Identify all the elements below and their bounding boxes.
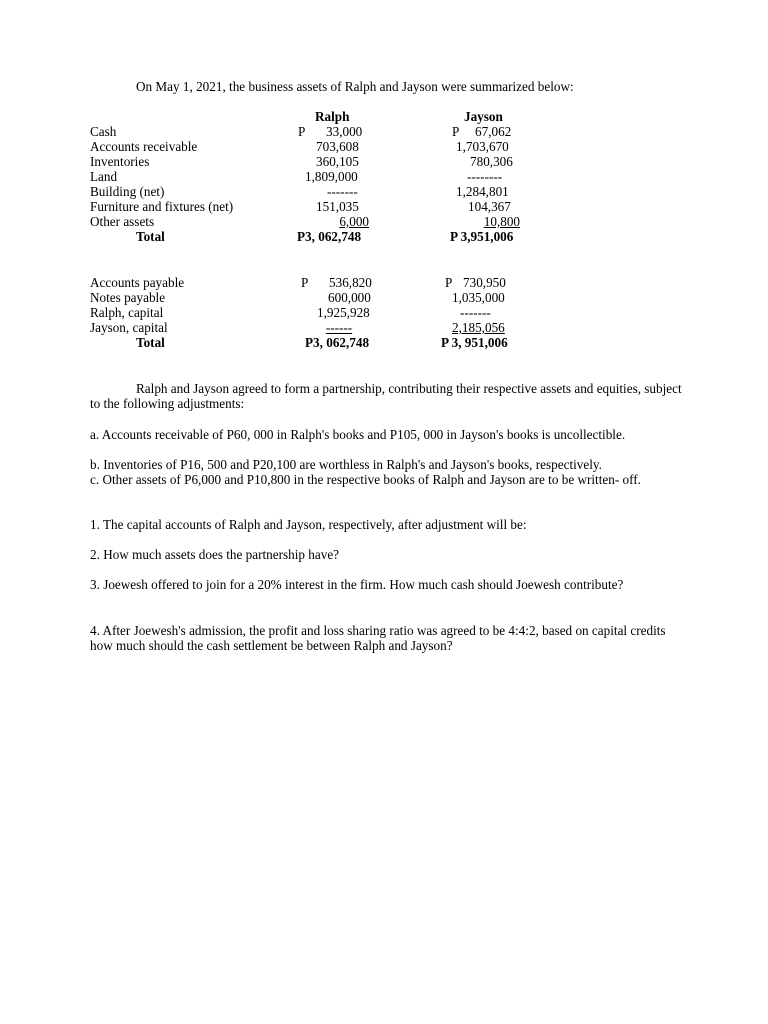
total-label: Total [136,335,165,350]
liability-value-jayson: 1,035,000 [452,290,505,305]
question-1: 1. The capital accounts of Ralph and Jayson, respectively, after adjustment will be: [90,517,527,532]
asset-value-jayson: -------- [467,169,503,184]
liability-value-ralph: 1,925,928 [317,305,370,320]
asset-label: Accounts receivable [90,139,198,154]
asset-label: Furniture and fixtures (net) [90,199,234,214]
liability-value-ralph: 536,820 [329,275,372,290]
asset-value-jayson: 1,703,670 [456,139,509,154]
asset-label: Cash [90,124,117,139]
liability-label: Ralph, capital [90,305,164,320]
total-value-ralph: P3, 062,748 [305,335,370,350]
total-label: Total [136,229,165,244]
asset-value-jayson: 67,062 [475,124,512,139]
total-value-jayson: P 3, 951,006 [441,335,508,350]
asset-value-ralph: 1,809,000 [305,169,358,184]
asset-value-ralph: 6,000 [339,214,369,229]
liability-value-ralph: ------ [325,320,353,335]
total-value-ralph: P3, 062,748 [297,229,362,244]
column-header-ralph: Ralph [315,109,350,124]
asset-label: Inventories [90,154,150,169]
currency-symbol: P [301,275,309,290]
currency-symbol: P [452,124,460,139]
liability-label: Jayson, capital [90,320,168,335]
asset-value-ralph: 33,000 [326,124,363,139]
asset-label: Land [90,169,118,184]
adjustment-a: a. Accounts receivable of P60, 000 in Ralph's books and P105, 000 in Jayson's books is uncollectible. [90,427,626,442]
liability-value-jayson: 2,185,056 [452,320,505,335]
liability-value-jayson: 730,950 [463,275,506,290]
asset-value-jayson: 10,800 [483,214,520,229]
liability-value-jayson: ------- [460,305,491,320]
total-value-jayson: P 3,951,006 [450,229,514,244]
adjustment-c: c. Other assets of P6,000 and P10,800 in the respective books of Ralph and Jayson are to be written- off. [90,472,641,487]
asset-label: Building (net) [90,184,165,199]
asset-label: Other assets [90,214,155,229]
asset-value-jayson: 104,367 [468,199,511,214]
asset-value-jayson: 1,284,801 [456,184,509,199]
asset-value-ralph: 703,608 [316,139,359,154]
currency-symbol: P [445,275,453,290]
liability-label: Notes payable [90,290,166,305]
asset-value-ralph: ------- [327,184,358,199]
question-2: 2. How much assets does the partnership have? [90,547,340,562]
question-4: 4. After Joewesh's admission, the profit and loss sharing ratio was agreed to be 4:4:2, based on capital credits how much should the cash settlement be between Ralph and Jayson? [90,623,666,653]
currency-symbol: P [298,124,306,139]
question-3: 3. Joewesh offered to join for a 20% interest in the firm. How much cash should Joewesh contribute? [90,577,624,592]
liability-value-ralph: 600,000 [328,290,371,305]
asset-value-ralph: 151,035 [316,199,359,214]
intro-text: On May 1, 2021, the business assets of Ralph and Jayson were summarized below: [136,79,574,94]
asset-value-ralph: 360,105 [316,154,359,169]
asset-value-jayson: 780,306 [470,154,513,169]
agreement-paragraph: Ralph and Jayson agreed to form a partnership, contributing their respective assets and equities, subject to the following adjustments: [90,381,682,411]
column-header-jayson: Jayson [464,109,503,124]
liability-label: Accounts payable [90,275,185,290]
adjustment-b: b. Inventories of P16, 500 and P20,100 are worthless in Ralph's and Jayson's books, respectively. [90,457,602,472]
